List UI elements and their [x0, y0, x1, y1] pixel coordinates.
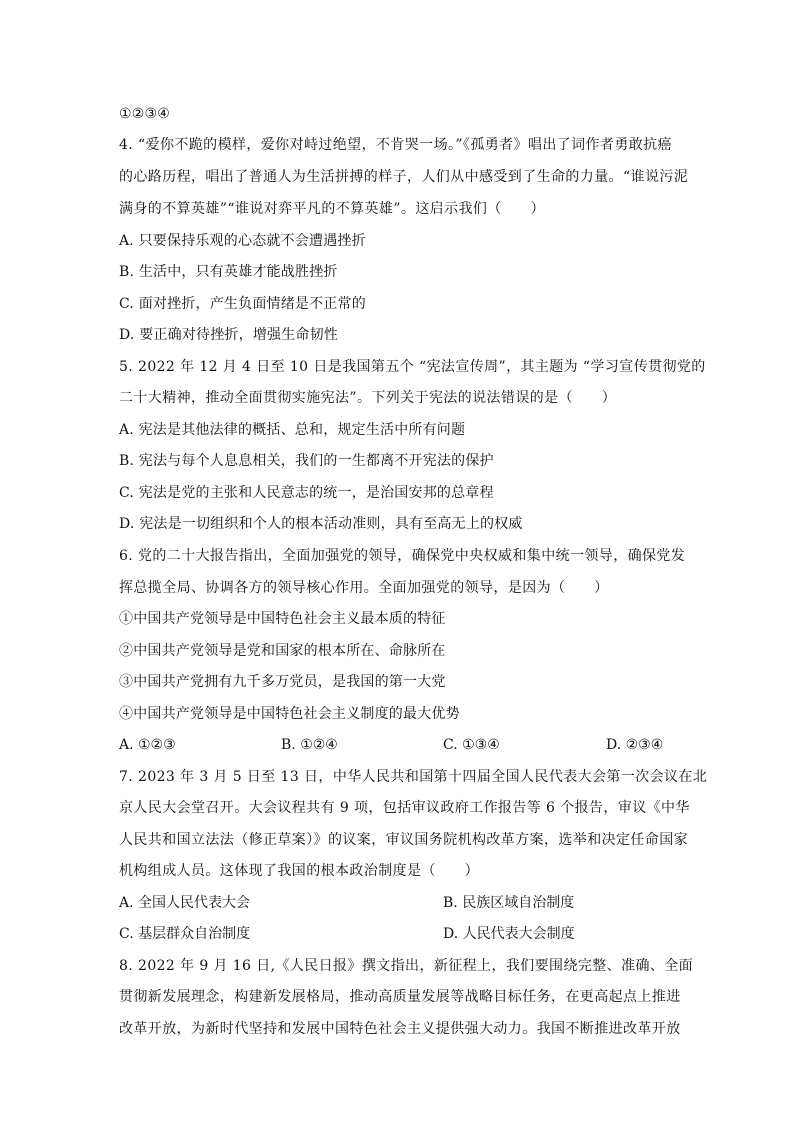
question-4-stem-line-1: 4. “爱你不跪的模样，爱你对峙过绝望，不肯哭一场。”《孤勇者》唱出了词作者勇敢抗癌	[119, 137, 672, 153]
question-6-statement-1: ①中国共产党领导是中国特色社会主义最本质的特征	[119, 611, 446, 627]
question-5-option-b: B. 宪法与每个人息息相关，我们的一生都离不开宪法的保护	[119, 453, 494, 469]
question-6-statement-2: ②中国共产党领导是党和国家的根本所在、命脉所在	[119, 643, 446, 659]
previous-question-answer-tail: ①②③④	[119, 106, 171, 122]
question-5-stem-line-1: 5. 2022 年 12 月 4 日至 10 日是我国第五个 “宪法宣传周”，其主题为 “学习宣传贯彻党的	[119, 359, 706, 375]
question-4-stem-line-3: 满身的不算英雄”“谁说对弈平凡的不算英雄”。这启示我们（ ）	[119, 201, 545, 217]
question-8-stem-line-2: 贯彻新发展理念，构建新发展格局，推动高质量发展等战略目标任务，在更高起点上推进	[119, 989, 681, 1005]
question-5-option-a: A. 宪法是其他法律的概括、总和，规定生活中所有问题	[119, 422, 466, 438]
question-7-option-c: C. 基层群众自治制度	[119, 926, 251, 942]
question-5-option-c: C. 宪法是党的主张和人民意志的统一，是治国安邦的总章程	[119, 485, 494, 501]
question-4-option-b: B. 生活中，只有英雄才能战胜挫折	[119, 264, 338, 280]
question-4-option-a: A. 只要保持乐观的心态就不会遭遇挫折	[119, 233, 366, 249]
question-6-stem-line-1: 6. 党的二十大报告指出，全面加强党的领导，确保党中央权威和集中统一领导，确保党发	[119, 548, 686, 564]
question-7-option-d: D. 人民代表大会制度	[443, 926, 575, 942]
question-7-stem-line-3: 人民共和国立法法（修正草案）》的议案，审议国务院机构改革方案，选举和决定任命国家	[119, 832, 688, 848]
question-8-stem-line-1: 8. 2022 年 9 月 16 日,《人民日报》撰文指出，新征程上，我们要围绕完整、准确、全面	[119, 958, 694, 974]
question-5-stem-line-2: 二十大精神，推动全面贯彻实施宪法”。下列关于宪法的说法错误的是（ ）	[119, 390, 617, 406]
question-4-option-c: C. 面对挫折，产生负面情绪是不正常的	[119, 296, 366, 312]
question-5-option-d: D. 宪法是一切组织和个人的根本活动准则，具有至高无上的权威	[119, 516, 523, 532]
question-6-stem-line-2: 挥总揽全局、协调各方的领导核心作用。全面加强党的领导，是因为（ ）	[119, 580, 609, 596]
question-7-stem-line-4: 机构组成人员。这体现了我国的根本政治制度是（ ）	[119, 863, 479, 879]
question-7-stem-line-1: 7. 2023 年 3 月 5 日至 13 日，中华人民共和国第十四届全国人民代表大会第一次会议在北	[119, 769, 708, 785]
question-6-option-c: C. ①③④	[443, 737, 500, 753]
question-4-option-d: D. 要正确对待挫折，增强生命韧性	[119, 327, 339, 343]
question-6-option-d: D. ②③④	[606, 737, 664, 753]
question-6-option-b: B. ①②④	[281, 737, 338, 753]
question-8-stem-line-3: 改革开放，为新时代坚持和发展中国特色社会主义提供强大动力。我国不断推进改革开放	[119, 1021, 681, 1037]
question-6-statement-4: ④中国共产党领导是中国特色社会主义制度的最大优势	[119, 706, 460, 722]
question-7-option-a: A. 全国人民代表大会	[119, 895, 251, 911]
question-4-stem-line-2: 的心路历程，唱出了普通人为生活拼搏的样子，人们从中感受到了生命的力量。“谁说污泥	[119, 169, 689, 185]
question-7-stem-line-2: 京人民大会堂召开。大会议程共有 9 项，包括审议政府工作报告等 6 个报告，审议《中华	[119, 800, 690, 816]
question-6-statement-3: ③中国共产党拥有九千多万党员，是我国的第一大党	[119, 674, 446, 690]
question-7-option-b: B. 民族区域自治制度	[443, 895, 575, 911]
question-6-option-a: A. ①②③	[119, 737, 176, 753]
